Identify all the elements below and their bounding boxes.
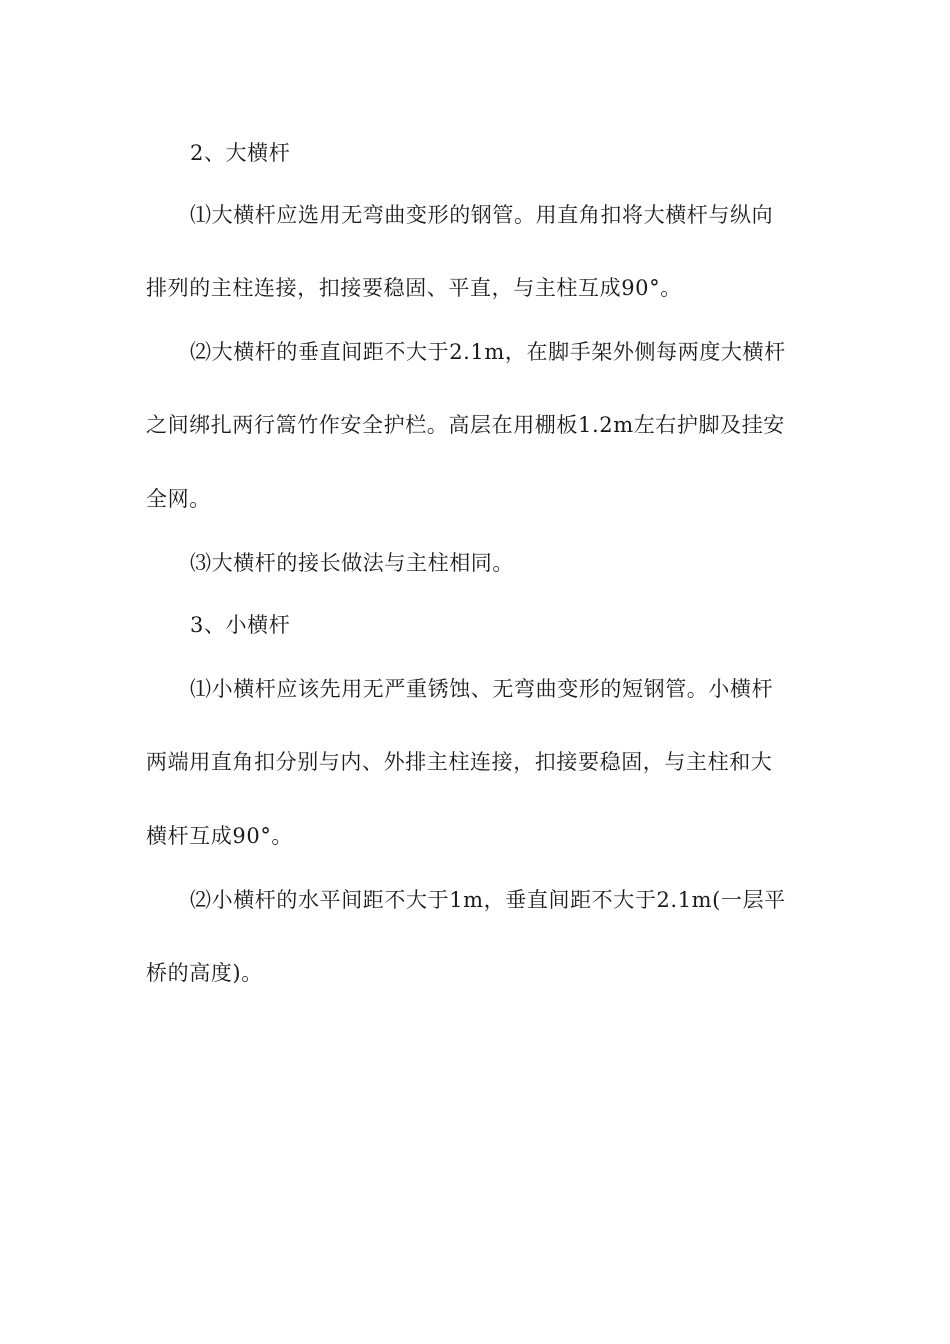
paragraph-line: 全网。 [146, 487, 211, 511]
paragraph-line: 横杆互成90°。 [146, 824, 294, 848]
paragraph-line: ⑵大横杆的垂直间距不大于2.1m，在脚手架外侧每两度大横杆 [190, 340, 786, 364]
paragraph-line: ⑶大横杆的接长做法与主柱相同。 [190, 551, 514, 575]
paragraph-line: 之间绑扎两行篙竹作安全护栏。高层在用棚板1.2m左右护脚及挂安 [146, 413, 785, 437]
paragraph-line: 两端用直角扣分别与内、外排主柱连接，扣接要稳固，与主柱和大 [146, 750, 773, 774]
paragraph-line: ⑵小横杆的水平间距不大于1m，垂直间距不大于2.1m(一层平 [190, 888, 786, 912]
paragraph-line: 排列的主柱连接，扣接要稳固、平直，与主柱互成90°。 [146, 276, 682, 300]
paragraph-line: ⑴小横杆应该先用无严重锈蚀、无弯曲变形的短钢管。小横杆 [190, 677, 774, 701]
paragraph-line: ⑴大横杆应选用无弯曲变形的钢管。用直角扣将大横杆与纵向 [190, 203, 774, 227]
paragraph-line: 桥的高度)。 [146, 961, 263, 985]
section-heading-small-crossbar: 3、小横杆 [190, 613, 291, 637]
section-heading-big-crossbar: 2、大横杆 [190, 141, 291, 165]
